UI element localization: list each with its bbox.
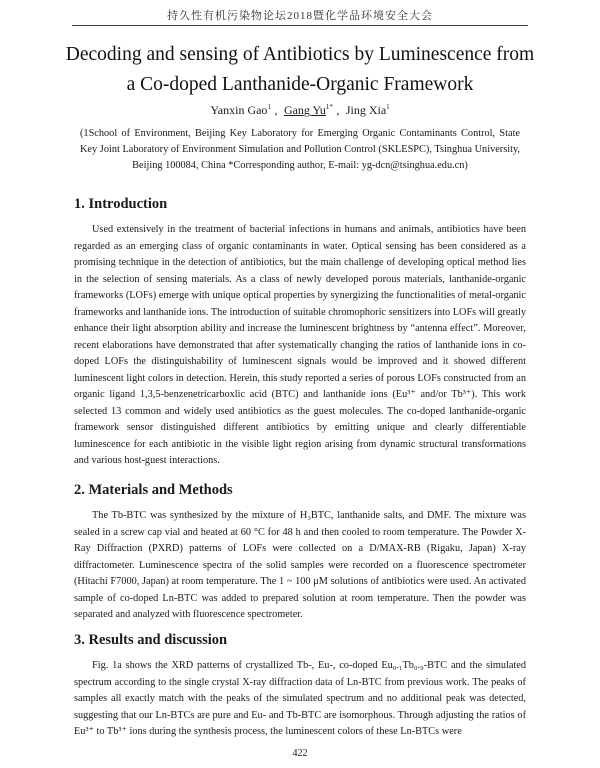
author-name: Yanxin Gao bbox=[210, 103, 268, 117]
section-heading-introduction: 1. Introduction bbox=[74, 196, 168, 212]
header-rule bbox=[72, 25, 528, 26]
section-heading-results: 3. Results and discussion bbox=[74, 632, 228, 648]
affiliation: (1School of Environment, Beijing Key Laboratory for Emerging Organic Contaminants Control, State Key Joint Laboratory of Environment Simulation and Pollution Control (SKLESPC), Tsinghua University, Beijing 100084, China *Corresponding author, E-mail: yg-dcn@tsinghua.edu.cn) bbox=[80, 128, 520, 171]
introduction-text: Used extensively in the treatment of bacterial infections in humans and animals, antibiotics have been regarded as an emerging class of organic contaminants in water. Optical sensing has been considered as a promising technique in the detection of antibiotics, but the main challenge of developing optical method lies in the selection of sensing materials. As a class of newly developed porous materials, lanthanide-organic frameworks (LOFs) emerge with unique optical properties by synergizing the functionalities of metal-organic frameworks and lanthanide ions. The introduction of suitable chromophoric sensitizers into LOFs will greatly enhance their light absorption ability and increase the luminescent brightness by “antenna effect”. Moreover, recent elaborations have demonstrated that after systematically changing the ratios of lanthanide ions in co-doped LOFs the distinguishability of luminescent signals would be improved and it showed different luminescent light colors in detection. Herein, this study reported a series of porous LOFs constructed from an organic ligand 1,3,5-benzenetricarboxlic acid (BTC) and lanthanide ions (Eu³⁺ and/or Tb³⁺). This work selected 13 common and widely used antibiotics as the guest molecules. The co-doped lanthanide-organic framework sensor distinguished different antibiotics by emitting unique and clearly differentiable luminescence for each antibiotic in the visible light region arising from dynamic structural transformations and various host-guest interactions. bbox=[74, 224, 526, 466]
author-name: Jing Xia bbox=[345, 103, 387, 117]
author-affil-mark: 1* bbox=[325, 103, 333, 111]
page-number: 422 bbox=[292, 748, 308, 759]
section-heading-methods: 2. Materials and Methods bbox=[74, 482, 233, 498]
author-affil-mark: 1 bbox=[386, 103, 390, 111]
author-affil-mark: 1 bbox=[267, 103, 271, 111]
running-header: 持久性有机污染物论坛2018暨化学品环境安全大会 bbox=[167, 10, 433, 22]
author-name: Gang Yu bbox=[283, 103, 326, 117]
author-list: Yanxin Gao$^1$ , Gang $Yu^{1*}$ , Jing Xia$^1$ bbox=[210, 103, 390, 117]
methods-text: The Tb-BTC was synthesized by the mixture of H₃BTC, lanthanide salts, and DMF. The mixture was sealed in a screw cap vial and heated at 60 °C for 48 h and then cooled to room temperature. The Powder X-Ray Diffraction (PXRD) patterns of LOFs were collected on a D/MAX-RB (Rigaku, Japan) X-ray diffractometer. Luminescence spectra of the solid samples were recorded on a fluorescence spectrometer (Hitachi F7000, Japan) at room temperature. The 1 ~ 100 μM solutions of antibiotics were used. An activated sample of co-doped Ln-BTC was added to prepared solution at room temperature. Then the powder was separated and analyzed with fluorescence spectrometer. bbox=[74, 510, 526, 620]
paper-title: Decoding and sensing of Antibiotics by Luminescence from a Co-doped Lanthanide-Organic Framework bbox=[65, 44, 535, 95]
results-text: Fig. 1a shows the XRD patterns of crystallized Tb-, Eu-, co-doped Eu₀.₁Tb₀.₉-BTC and the simulated spectrum according to the single crystal X-ray diffraction data of Ln-BTC from previous work. The peaks of samples all exactly match with the peaks of the simulated spectrum and no additional peak was detected, suggesting that our Ln-BTCs are pure and Eu- and Tb-BTC are isomorphous. Through adjusting the ratios of Eu³⁺ to Tb³⁺ ions during the synthesis process, the luminescent colors of these Ln-BTCs were bbox=[74, 660, 526, 737]
